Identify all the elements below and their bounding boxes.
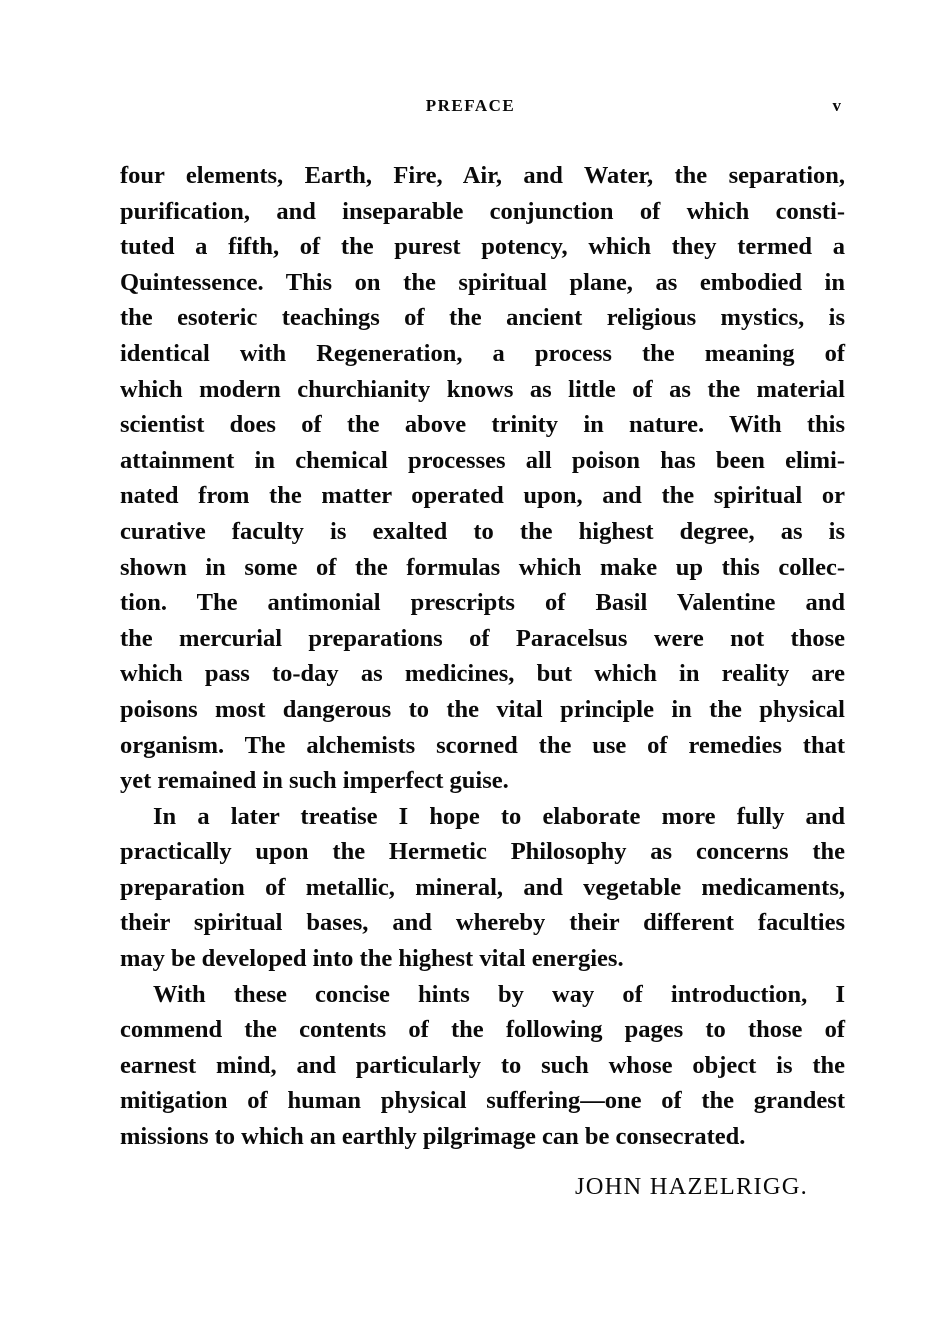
text-line: poisons most dangerous to the vital principle in the physical <box>120 695 845 723</box>
text-line: the esoteric teachings of the ancient religious mystics, is <box>120 304 845 332</box>
text-line: tuted a fifth, of the purest potency, which they termed a <box>120 233 845 261</box>
text-line: preparation of metallic, mineral, and vegetable medicaments, <box>120 873 845 901</box>
text-line: nated from the matter operated upon, and the spiritual or <box>120 482 845 510</box>
text-line: their spiritual bases, and whereby their different faculties <box>120 909 845 937</box>
text-line: missions to which an earthly pilgrimage can be consecrated. <box>120 1123 746 1151</box>
text-line: shown in some of the formulas which make up this collec- <box>120 553 845 581</box>
text-line: mitigation of human physical suffering—one of the grandest <box>120 1087 845 1115</box>
paragraph <box>120 977 845 1155</box>
text-line: four elements, Earth, Fire, Air, and Water, the separation, <box>120 162 845 189</box>
running-head <box>0 96 941 120</box>
text-line: the mercurial preparations of Paracelsus were not those <box>120 624 845 652</box>
text-line: curative faculty is exalted to the highest degree, as is <box>120 517 845 545</box>
preface-text <box>120 158 845 1155</box>
text-line: may be developed into the highest vital energies. <box>120 945 624 973</box>
author-signature: JOHN HAZELRIGG. <box>574 1173 808 1200</box>
text-line: scientist does of the above trinity in nature. With this <box>120 411 845 439</box>
text-line: tion. The antimonial prescripts of Basil Valentine and <box>120 589 845 617</box>
text-line: In a later treatise I hope to elaborate more fully and <box>153 802 845 830</box>
text-line: Quintessence. This on the spiritual plane, as embodied in <box>120 268 845 296</box>
text-line: practically upon the Hermetic Philosophy as concerns the <box>120 838 845 866</box>
text-line: commend the contents of the following pages to those of <box>120 1016 845 1044</box>
text-line: organism. The alchemists scorned the use of remedies that <box>120 731 845 759</box>
running-title: PREFACE <box>425 96 516 115</box>
text-line: yet remained in such imperfect guise. <box>120 767 509 795</box>
text-line: which modern churchianity knows as little of as the material <box>120 375 845 403</box>
text-line: purification, and inseparable conjunction of which consti- <box>120 197 845 225</box>
text-line: With these concise hints by way of introduction, I <box>153 980 845 1008</box>
text-line: earnest mind, and particularly to such whose object is the <box>120 1051 845 1079</box>
page-number: v <box>832 96 841 115</box>
text-line: attainment in chemical processes all poison has been elimi- <box>120 446 845 474</box>
text-line: which pass to-day as medicines, but which in reality are <box>120 660 845 688</box>
text-line: identical with Regeneration, a process the meaning of <box>120 339 845 367</box>
paragraph <box>120 158 845 799</box>
paragraph <box>120 799 845 977</box>
